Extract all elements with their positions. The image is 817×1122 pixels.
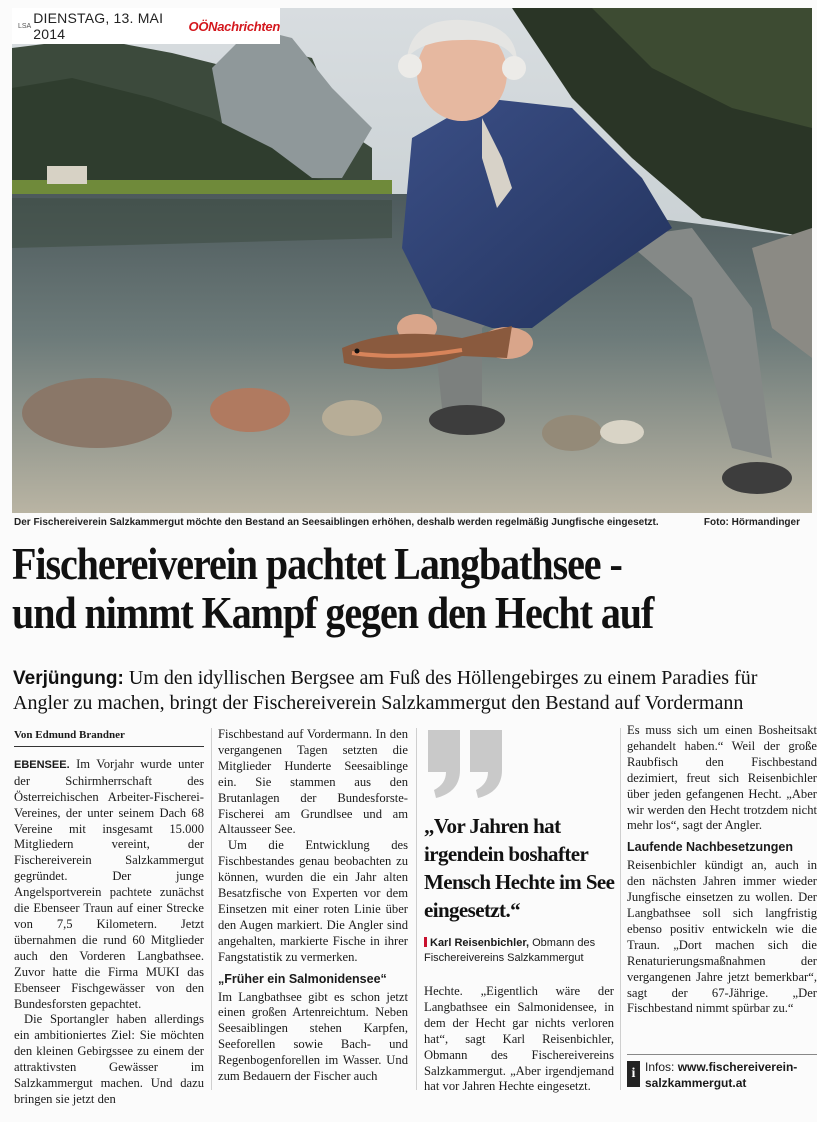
- paragraph-7: Es muss sich um einen Bosheitsakt gehandelt haben.“ Weil der große Raubfisch den Fischbestand dezimiert, freut sich Reisenbichler über jeden gefangenen Hecht. „Aber wir werden den Hecht trotzdem nicht mehr los“, sagt der Angler.: [627, 723, 817, 833]
- paragraph-6: Hechte. „Eigentlich wäre der Langbathsee ein Salmonidensee, in dem der Hecht gar nichts verloren hat“, sagt Karl Reisenbichler, Obmann des Fischereivereins Salzkammergut. „Aber irgendjemand hat vor Jahren Hechte eingesetzt.: [424, 984, 614, 1094]
- pull-quote: [424, 726, 614, 976]
- section-heading-1: „Früher ein Salmonidensee“: [218, 971, 387, 986]
- headline: [12, 540, 813, 638]
- issue-date: DIENSTAG, 13. MAI 2014: [33, 10, 164, 42]
- edition-code: LSA: [18, 22, 32, 30]
- info-label: Infos:: [645, 1060, 675, 1074]
- quote-marks-icon: [424, 726, 508, 800]
- dateline-banner: [12, 8, 280, 44]
- dateline-city: EBENSEE.: [14, 758, 70, 771]
- quote-author: Karl Reisenbichler,: [430, 937, 530, 949]
- newspaper-logo: OÖNachrichten: [188, 18, 280, 34]
- caption-text: Der Fischereiverein Salzkammergut möchte den Bestand an Seesaiblingen erhöhen, deshalb werden regelmäßig Jungfische eingesetzt.: [14, 517, 659, 528]
- photo-illustration: [12, 8, 812, 513]
- quote-source: [424, 936, 614, 966]
- quote-text: „Vor Jahren hat irgendein boshafter Mensch Hechte im See eingesetzt.“: [424, 814, 615, 922]
- info-link[interactable]: www.fischereiverein-salzkammergut.at: [645, 1060, 798, 1090]
- subhead-text: Um den idyllischen Bergsee am Fuß des Höllengebirges zu einem Paradies für Angler zu machen, bringt der Fischereiverein Salzkammergut den Bestand auf Vordermann: [13, 667, 758, 714]
- subheadline: [13, 666, 813, 716]
- column-divider: [416, 728, 417, 1090]
- photo-credit: Foto: Hörmandinger: [703, 517, 800, 528]
- byline: Von Edmund Brandner: [14, 728, 204, 747]
- paragraph-2: Die Sportangler haben allerdings ein ambitioniertes Ziel: Sie möchten den kleinen Gebirgssee zu einem der attraktivsten Gewässer im Salzkammergut machen. Und dazu bringen sie jetzt den: [14, 1012, 204, 1106]
- info-text: [645, 1059, 817, 1091]
- info-box: [627, 1054, 817, 1099]
- paragraph-5: Im Langbathsee gibt es schon jetzt einen großen Artenreichtum. Neben Seesaiblingen stehen Karpfen, Seeforellen sowie Bach- und Regenbogenforellen im Wasser. Und zum Bedauern der Fischer auch: [218, 989, 408, 1084]
- paragraph-3: Fischbestand auf Vordermann. In den vergangenen Tagen setzten die Mitglieder Hunderte Seesaiblinge ein. Sie stammen aus den Brutanlagen der Bundesforste-Fischerei am Grundlsee und am Altausseer See.: [218, 727, 408, 837]
- headline-line-1: Fischereiverein pachtet Langbathsee -: [12, 539, 622, 589]
- paragraph-4: Um die Entwicklung des Fischbestandes genau beobachten zu können, wurden die ein Jahr alten Besatzfische von Experten vor dem Einsetzen mit einer roten Linie über den Augen markiert. Die Angler sind angehalten, markierte Fische in ihrer Fangstatistik zu vermerken.: [218, 838, 408, 964]
- section-heading-2: Laufende Nachbesetzungen: [627, 840, 793, 855]
- paragraph-1: [14, 757, 204, 1013]
- column-divider: [620, 728, 621, 1090]
- paragraph-1-text: Im Vorjahr wurde unter der Schirmherrschaft des Österreichischen Arbeiter-Fischerei-Vereines, der unter seinem Dach 68 Vereine mit insgesamt 15.000 Mitgliedern vereint, der Fischereiverein Salzkammergut gegründet. Der junge Angelsportverein pachtete zunächst die Ebenseer Traun auf einer Strecke von 7,5 Kilometern. Jetzt übernahmen die rund 60 Mitglieder auch den Vorderen Langbathsee. Zuvor hatte die Firma MUKI das Ebenseer Fischgewässer von den Bundesforsten gepachtet.: [14, 756, 204, 1011]
- info-icon: i: [627, 1061, 640, 1087]
- article-column-4: [627, 723, 817, 1017]
- subhead-kicker: Verjüngung:: [13, 668, 124, 689]
- quote-author-role: Obmann des Fischereivereins Salzkammergut: [424, 937, 596, 964]
- paragraph-8: Reisenbichler kündigt an, auch in den nächsten Jahren immer wieder Jungfische einsetzen zu wollen. Der Langbathsee soll sich langfristig ebenso positiv entwickeln wie die Traun. „Dort machen sich die Renaturierungsmaßnahmen der vergangenen Jahre jetzt bemerkbar“, sagt der 67-Jährige. „Der Fischbestand nimmt spürbar zu.“: [627, 858, 817, 1016]
- headline-line-2: und nimmt Kampf gegen den Hecht auf: [12, 588, 654, 638]
- article-column-2: [218, 727, 408, 1085]
- accent-bar: [424, 937, 427, 947]
- column-divider: [211, 728, 212, 1090]
- article-column-1: [14, 728, 204, 1108]
- article-column-3: [424, 984, 614, 1095]
- photo-caption: [14, 517, 814, 533]
- article-photo: [12, 8, 812, 513]
